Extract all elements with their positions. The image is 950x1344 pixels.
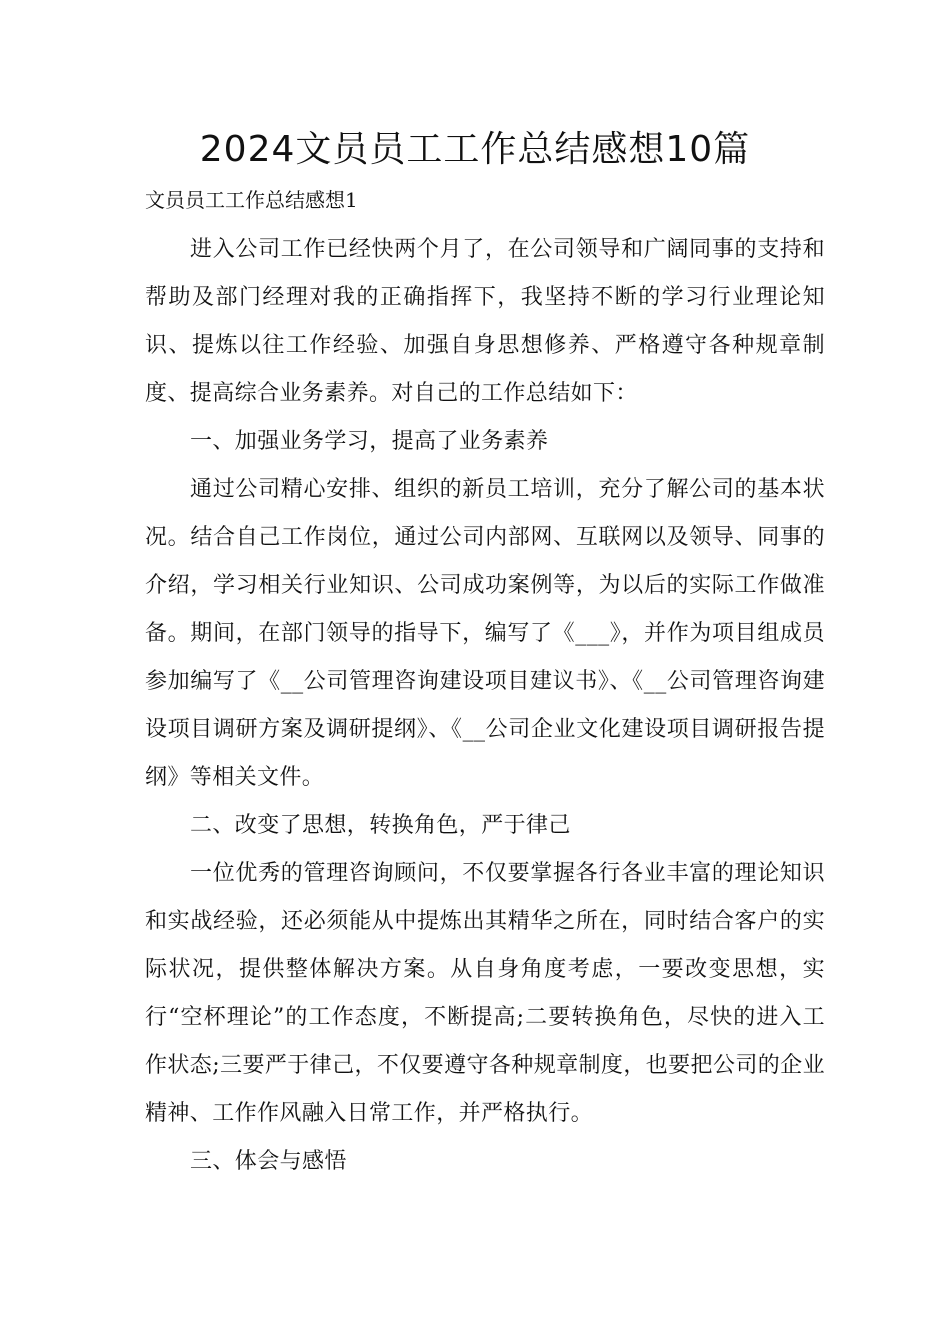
body-paragraph-2: 一位优秀的管理咨询顾问，不仅要掌握各行各业丰富的理论知识和实战经验，还必须能从中提炼出其精华之所在，同时结合客户的实际状况，提供整体解决方案。从自身角度考虑，一要改变思想，实行“空杯理论”的工作态度，不断提高;二要转换角色，尽快的进入工作状态;三要严于律己，不仅要遵守各种规章制度，也要把公司的企业精神、工作作风融入日常工作，并严格执行。: [145, 861, 825, 1126]
section-heading-2: 二、改变了思想，转换角色，严于律己: [190, 813, 571, 838]
section-heading-1: 一、加强业务学习，提高了业务素养: [190, 429, 549, 454]
document-title: 2024文员员工工作总结感想10篇: [199, 129, 751, 170]
body-paragraph-1: 通过公司精心安排、组织的新员工培训，充分了解公司的基本状况。结合自己工作岗位，通过公司内部网、互联网以及领导、同事的介绍，学习相关行业知识、公司成功案例等，为以后的实际工作做准备。期间，在部门领导的指导下，编写了《___》，并作为项目组成员参加编写了《__公司管理咨询建设项目建议书》、《__公司管理咨询建设项目调研方案及调研提纲》、《__公司企业文化建设项目调研报告提纲》等相关文件。: [145, 477, 825, 790]
section-subtitle: 文员员工工作总结感想1: [145, 188, 358, 212]
section-heading-3: 三、体会与感悟: [190, 1149, 347, 1174]
intro-paragraph: 进入公司工作已经快两个月了，在公司领导和广阔同事的支持和帮助及部门经理对我的正确指挥下，我坚持不断的学习行业理论知识、提炼以往工作经验、加强自身思想修养、严格遵守各种规章制度、提高综合业务素养。对自己的工作总结如下：: [145, 237, 825, 406]
document-body: [145, 226, 825, 1186]
